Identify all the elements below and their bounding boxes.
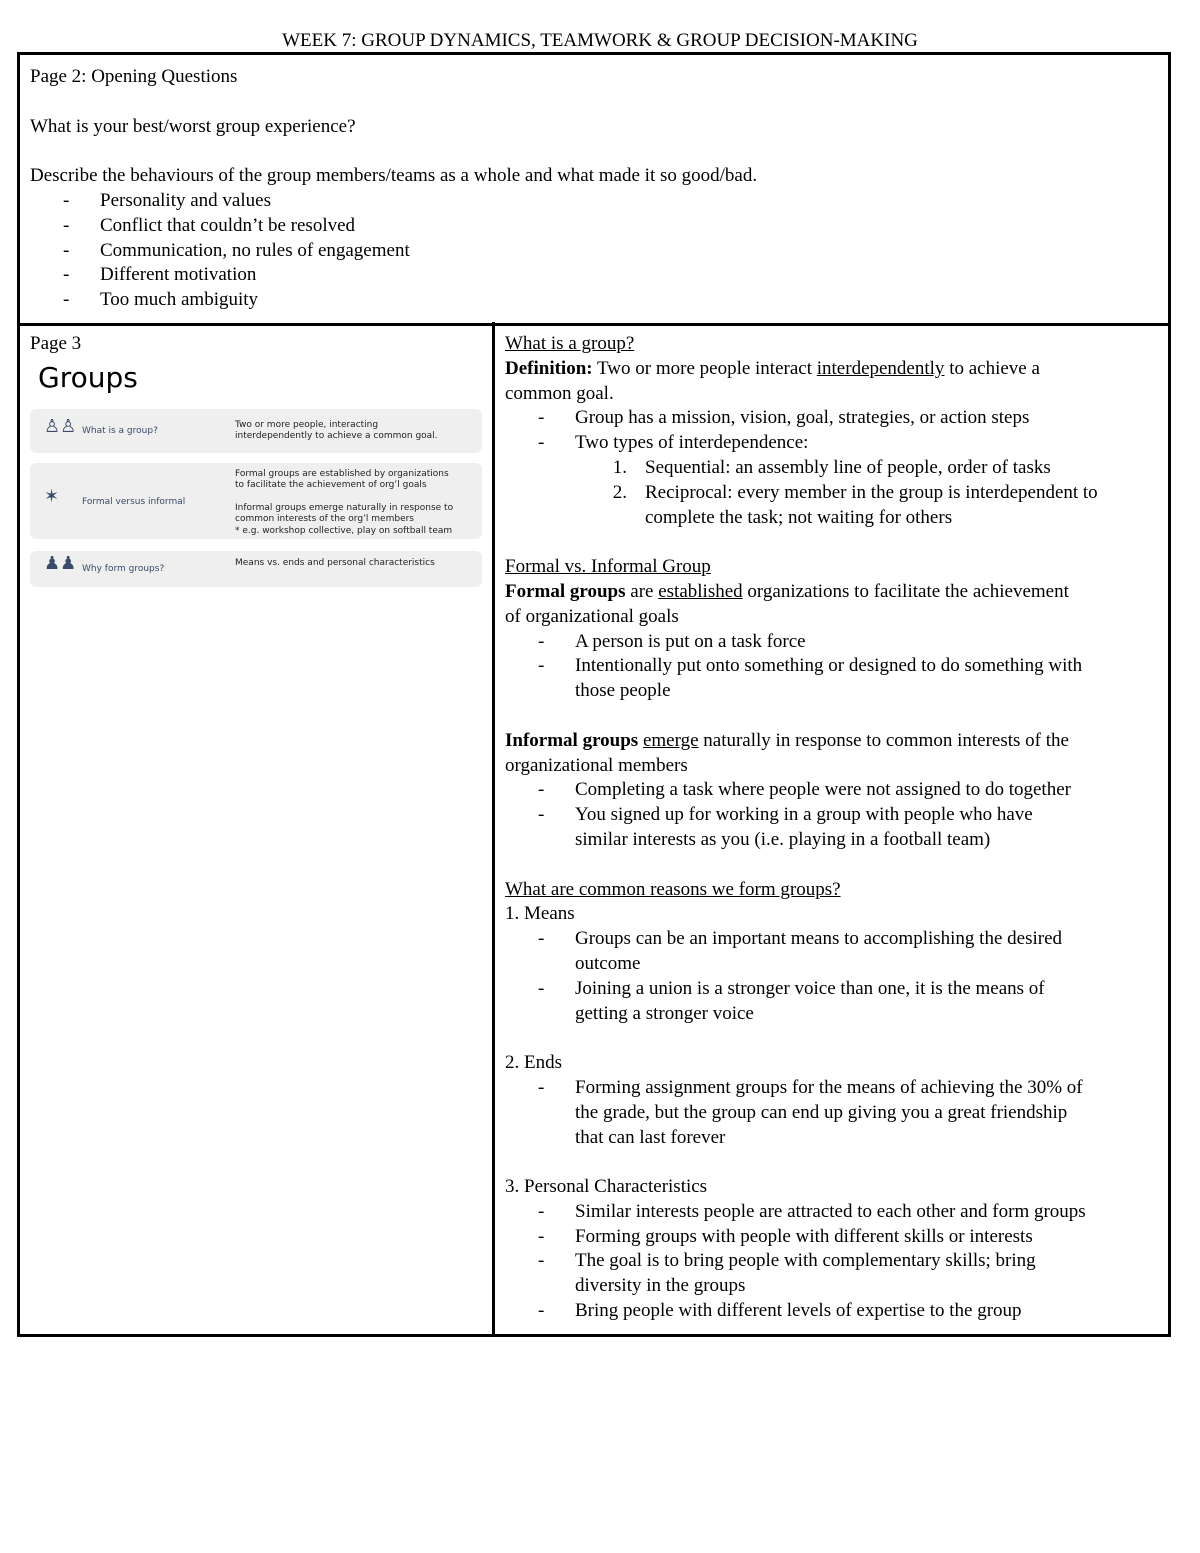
section-heading: What is a group? bbox=[505, 333, 635, 354]
slide-card-what-is-group: ♙♙ What is a group? Two or more people, interacting interdependently to achieve a common goal. bbox=[30, 409, 482, 453]
list-item: - Two types of interdependence: bbox=[538, 432, 809, 454]
list-item: - A person is put on a task force bbox=[538, 630, 806, 652]
list-item: - Too much ambiguity bbox=[63, 289, 259, 311]
list-item: - Intentionally put onto something or designed to do something with bbox=[538, 655, 1083, 677]
subheading: 2. Ends bbox=[505, 1052, 562, 1074]
list-item: - Joining a union is a stronger voice than one, it is the means of bbox=[538, 977, 1045, 999]
notes-row bbox=[17, 322, 1171, 1337]
list-item: 2. Reciprocal: every member in the group is interdependent to bbox=[612, 481, 1098, 503]
list-item: 1. Sequential: an assembly line of people, order of tasks bbox=[612, 456, 1051, 478]
list-item: - Forming assignment groups for the means of achieving the 30% of bbox=[538, 1076, 1083, 1098]
page-label: Page 3 bbox=[30, 333, 82, 354]
list-item: - The goal is to bring people with complementary skills; bring bbox=[538, 1250, 1036, 1272]
informal-definition: Informal groups emerge naturally in response to common interests of the bbox=[505, 729, 1069, 751]
formal-definition: Formal groups are established organizations to facilitate the achievement bbox=[505, 580, 1069, 602]
question: What is your best/worst group experience? bbox=[30, 115, 356, 137]
section-heading: What are common reasons we form groups? bbox=[505, 878, 841, 900]
list-item: - Groups can be an important means to accomplishing the desired bbox=[538, 928, 1063, 950]
list-item: - Conflict that couldn’t be resolved bbox=[63, 214, 356, 236]
people-row-icon: ♙♙ bbox=[44, 415, 77, 437]
list-item: - Bring people with different levels of expertise to the group bbox=[538, 1300, 1022, 1322]
question: Describe the behaviours of the group members/teams as a whole and what made it so good/bad. bbox=[30, 165, 758, 187]
list-item: - Communication, no rules of engagement bbox=[63, 239, 410, 261]
slide-card-why-form: ♟♟ Why form groups? Means vs. ends and personal characteristics bbox=[30, 551, 482, 587]
list-item: - Completing a task where people were not assigned to do together bbox=[538, 779, 1071, 801]
definition: Definition: Two or more people interact interdependently to achieve a bbox=[505, 357, 1040, 379]
slide-card-formal-informal: ✶ Formal versus informal Formal groups are established by organizations to facilitate the achievement of org’l goals Informal groups emerge naturally in response to common interests of the org’l members * e.g. workshop collective, play on softball team bbox=[30, 463, 482, 539]
group-icon: ♟♟ bbox=[44, 552, 77, 574]
network-icon: ✶ bbox=[44, 485, 60, 507]
list-item: - You signed up for working in a group with people who have bbox=[538, 804, 1033, 826]
notes-cell: What is a group? Definition: Two or more people interact interdependently to achieve a common goal. - Group has a mission, vision, goal, strategies, or action steps - Two types of interdependence: 1. Sequential: an assembly line of people, order of tasks 2. Reciprocal: every member in the group is interdependent to complete the task; not waiting for others Formal vs. Informal Group Formal groups are established organizations to facilitate the achievement of organizational goals - A person is put on a task force - Intentionally put onto something or designed to do something with those people Informal groups emerge naturally in response to common interests of the organizational members - Completing a task where people were not assigned to do together - You signed up for working in a group with people who have similar interests as you (i.e. playing in a football team) What are common reasons we form groups? 1. Means - Groups can be an important means to accomplishing the desired outcome - Joining a union is a stronger voice than one, it is the means of getting a stronger voice 2. Ends - Forming assignment groups for the means of achieving the 30% of the grade, but the group can end up giving you a great friendship that can last forever 3. Personal Characteristics - Similar interests people are attracted to each other and form groups - Forming groups with people with different skills or interests - The goal is to bring people with complementary skills; bring diversity in the groups - Bring people with different levels of expertise to the group bbox=[495, 322, 1168, 1324]
slide-cell bbox=[20, 322, 492, 587]
list-item: - Personality and values bbox=[63, 189, 271, 211]
section-heading: Formal vs. Informal Group bbox=[505, 556, 711, 578]
list-item: - Different motivation bbox=[63, 264, 257, 286]
page-title: WEEK 7: GROUP DYNAMICS, TEAMWORK & GROUP DECISION-MAKING bbox=[282, 30, 918, 51]
page-label: Page 2: Opening Questions bbox=[30, 66, 238, 87]
opening-questions-cell bbox=[17, 52, 1171, 326]
subheading: 3. Personal Characteristics bbox=[505, 1176, 708, 1198]
subheading: 1. Means bbox=[505, 903, 575, 925]
list-item: - Similar interests people are attracted to each other and form groups bbox=[538, 1200, 1086, 1222]
list-item: - Group has a mission, vision, goal, strategies, or action steps bbox=[538, 407, 1030, 429]
slide-title: Groups bbox=[38, 360, 138, 394]
list-item: - Forming groups with people with different skills or interests bbox=[538, 1225, 1033, 1247]
